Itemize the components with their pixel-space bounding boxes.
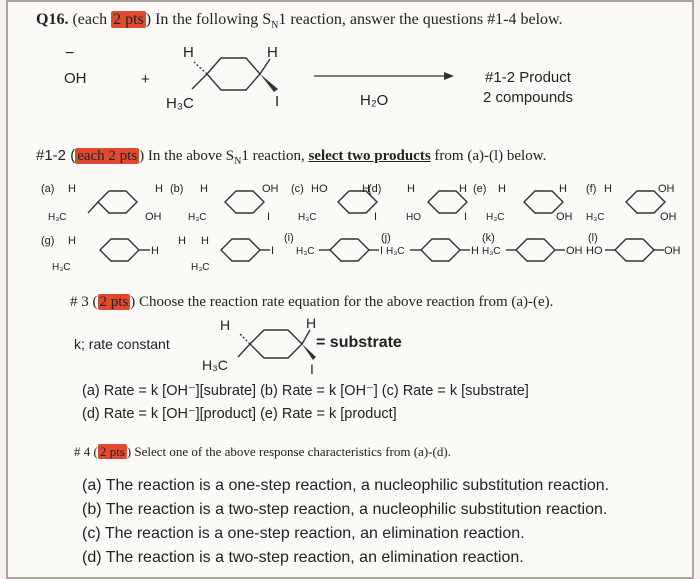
wedge-iodo-bond (260, 74, 278, 92)
svg-text:H: H (68, 183, 76, 195)
q4-choice-d: (d) The reaction is a two-step reaction, an elimination reaction. (82, 549, 524, 566)
svg-text:OH: OH (145, 211, 162, 223)
svg-text:I: I (267, 211, 271, 223)
q4-choice-c: (c) The reaction is a one-step reaction, an elimination reaction. (82, 525, 525, 542)
svg-text:H: H (604, 183, 612, 195)
cyclohexane-ring (207, 58, 260, 90)
svg-text:H: H (559, 183, 567, 195)
svg-text:H: H (155, 183, 163, 195)
question-16-title: Q16. (each 2 pts ) In the following $S_N1$ reaction, answer the questions #1-4 below. (36, 11, 563, 32)
svg-text:I: I (380, 245, 384, 257)
solvent-label: H₂O (360, 92, 389, 109)
svg-text:H: H (306, 315, 317, 331)
svg-text:H: H (459, 183, 467, 195)
option-h-label: H (178, 235, 186, 247)
svg-text:H: H (498, 183, 506, 195)
option-a-label: (a) (41, 183, 55, 195)
h-bond (260, 59, 270, 74)
svg-text:H₃C: H₃C (482, 246, 501, 257)
svg-text:H: H (68, 235, 76, 247)
svg-text:I: I (374, 211, 378, 223)
option-k-label: (k) (482, 232, 495, 244)
reaction-scheme (8, 32, 692, 127)
svg-text:H₃C: H₃C (296, 246, 315, 257)
svg-text:H₃C: H₃C (486, 212, 505, 223)
question-4: # 4 ( 2 pts ) Select one of the above response characteristics from (a)-(d). (74, 444, 451, 459)
q4-choice-a: (a) The reaction is a one-step reaction, a nucleophilic substitution reaction. (82, 477, 610, 494)
svg-text:H: H (362, 183, 370, 195)
options-row-1 (8, 168, 692, 228)
svg-text:I: I (271, 245, 275, 257)
q4-choice-b: (b) The reaction is a two-step reaction, a nucleophilic substitution reaction. (82, 501, 608, 518)
svg-text:H: H (220, 317, 231, 333)
svg-text:H: H (183, 44, 194, 61)
option-c-label: (c) (291, 183, 304, 195)
hashed-h-bond (194, 62, 207, 74)
option-e-label: (e) (473, 183, 487, 195)
methyl-label: H₃C (166, 95, 194, 112)
svg-text:OH: OH (658, 183, 675, 195)
question-1-2: #1-2 ( each 2 pts ) In the above $S_N1$ reaction, select two products from (a)-(l) below. (36, 147, 547, 167)
svg-text:HO: HO (586, 245, 603, 257)
plus-sign: + (141, 71, 150, 88)
svg-text:H₃C: H₃C (202, 357, 228, 373)
option-d-label: (d) (368, 183, 382, 195)
svg-text:OH: OH (566, 245, 583, 257)
option-l-label: (l) (588, 232, 598, 244)
svg-text:H₃C: H₃C (586, 212, 605, 223)
svg-text:H₃C: H₃C (298, 212, 317, 223)
option-f-label: (f) (586, 183, 597, 195)
svg-text:H₃C: H₃C (188, 212, 207, 223)
option-i-label: (i) (284, 232, 294, 244)
option-j-label: (j) (381, 232, 391, 244)
svg-text:H: H (407, 183, 415, 195)
options-row-2 (8, 226, 692, 276)
svg-text:H: H (151, 245, 159, 257)
svg-text:OH: OH (262, 183, 279, 195)
svg-text:H: H (200, 183, 208, 195)
iodine-label: I (275, 93, 280, 110)
question-3: # 3 ( 2 pts ) Choose the reaction rate equation for the above reaction from (a)-(e). (70, 294, 554, 310)
points-badge: 2 pts (113, 11, 144, 28)
question-number: Q16. (36, 11, 69, 28)
svg-text:H₃C: H₃C (191, 262, 210, 273)
svg-text:OH: OH (664, 245, 681, 257)
rate-options-line-1: (a) Rate = k [OH⁻][subrate] (b) Rate = k [OH⁻] (c) Rate = k [substrate] (82, 383, 529, 399)
svg-text:H: H (471, 245, 479, 257)
option-g-label: (g) (41, 235, 55, 247)
methyl-bond (192, 74, 207, 89)
svg-text:H: H (267, 44, 278, 61)
rate-constant-label: k; rate constant (74, 336, 170, 352)
svg-text:OH: OH (556, 211, 573, 223)
svg-text:HO: HO (406, 212, 421, 223)
svg-text:I: I (310, 361, 314, 377)
product-note: #1-2 Product 2 compounds (482, 69, 574, 106)
svg-text:H₃C: H₃C (52, 262, 71, 273)
substrate-label: = substrate (316, 334, 402, 351)
minus-sign: − (65, 45, 75, 62)
svg-text:I: I (464, 211, 468, 223)
hydroxide-label: OH (64, 70, 87, 87)
svg-text:H₃C: H₃C (48, 212, 67, 223)
svg-text:OH: OH (660, 211, 677, 223)
svg-text:H: H (201, 235, 209, 247)
option-b-label: (b) (170, 183, 184, 195)
rate-options-line-2: (d) Rate = k [OH⁻][product] (e) Rate = k [product] (82, 406, 397, 422)
svg-text:H₃C: H₃C (386, 246, 405, 257)
svg-text:HO: HO (311, 183, 328, 195)
worksheet-page (6, 0, 694, 579)
